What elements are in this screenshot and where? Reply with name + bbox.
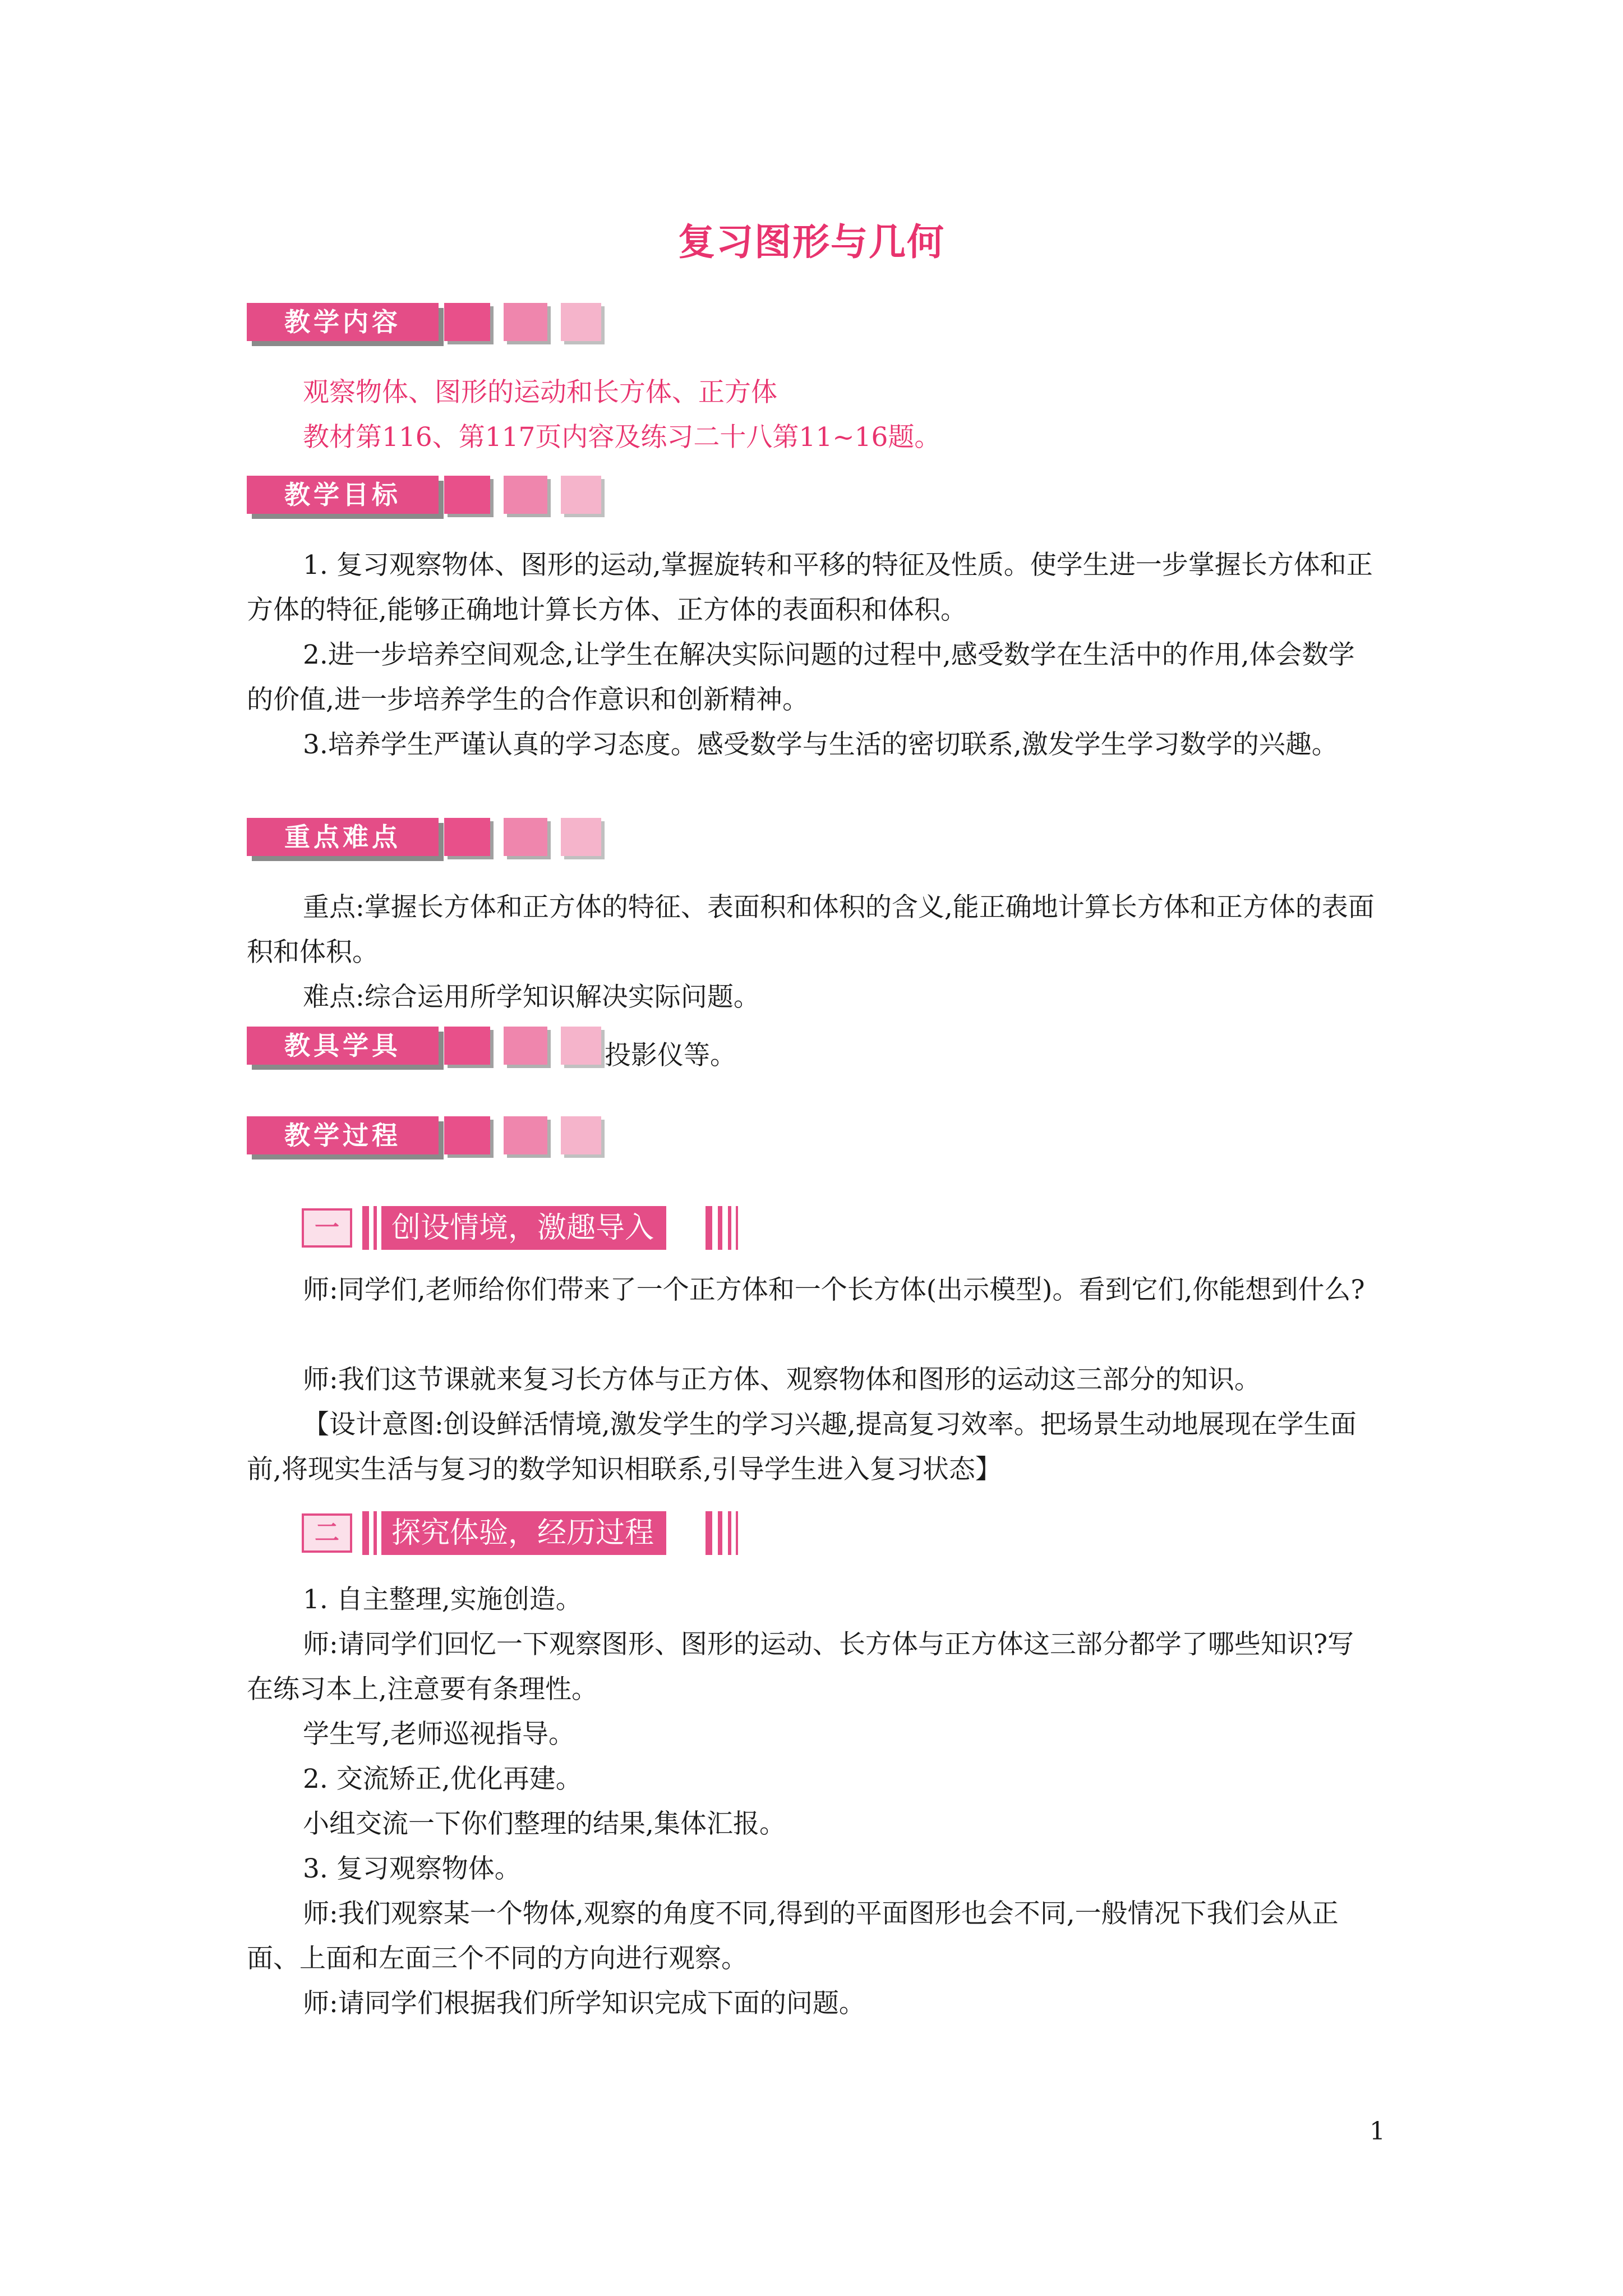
page-number: 1 (1370, 2117, 1385, 2146)
part2-para-1: 1. 自主整理,实施创造。 (303, 1584, 582, 1615)
part2-para-7: 师:我们观察某一个物体,观察的角度不同,得到的平面图形也会不同,一般情况下我们会从正面、上面和左面三个不同的方向进行观察。 (247, 1898, 1339, 1974)
decor-bar (728, 1206, 731, 1250)
part-number: 二 (302, 1513, 352, 1553)
decor-bar (362, 1511, 369, 1555)
decor-bar (374, 1511, 377, 1555)
decor-square (561, 1116, 601, 1154)
part2-para-4: 2. 交流矫正,优化再建。 (303, 1764, 582, 1795)
section-label: 教学目标 (247, 476, 439, 514)
decor-bar (706, 1511, 712, 1555)
decor-square (504, 476, 547, 514)
section-label: 教学过程 (247, 1116, 439, 1154)
goal-2: 2.进一步培养空间观念,让学生在解决实际问题的过程中,感受数学在生活中的作用,体会数学的价值,进一步培养学生的合作意识和创新精神。 (247, 639, 1355, 715)
decor-square (561, 476, 601, 514)
difficult-point: 难点:综合运用所学知识解决实际问题。 (303, 982, 760, 1013)
decor-bar (718, 1206, 722, 1250)
decor-square (561, 303, 601, 341)
decor-square (504, 1027, 547, 1065)
page-title: 复习图形与几何 (678, 220, 945, 264)
decor-bar (736, 1206, 738, 1250)
decor-bar (362, 1206, 369, 1250)
key-point: 重点:掌握长方体和正方体的特征、表面积和体积的含义,能正确地计算长方体和正方体的表面积和体积。 (247, 892, 1375, 968)
goal-3: 3.培养学生严谨认真的学习态度。感受数学与生活的密切联系,激发学生学习数学的兴趣。 (303, 729, 1338, 760)
section-label: 教具学具 (247, 1027, 439, 1065)
decor-square (444, 1116, 490, 1154)
content-line-1: 观察物体、图形的运动和长方体、正方体 (303, 377, 777, 408)
part2-para-3: 学生写,老师巡视指导。 (303, 1719, 575, 1750)
goal-1: 1. 复习观察物体、图形的运动,掌握旋转和平移的特征及性质。使学生进一步掌握长方体和正方体的特征,能够正确地计算长方体、正方体的表面积和体积。 (247, 550, 1373, 625)
section-label: 重点难点 (247, 818, 439, 856)
part2-para-2: 师:请同学们回忆一下观察图形、图形的运动、长方体与正方体这三部分都学了哪些知识?写在练习本上,注意要有条理性。 (247, 1629, 1354, 1705)
decor-square (561, 818, 601, 856)
part1-para-3: 【设计意图:创设鲜活情境,激发学生的学习兴趣,提高复习效率。把场景生动地展现在学生面前,将现实生活与复习的数学知识相联系,引导学生进入复习状态】 (247, 1409, 1357, 1485)
decor-bar (374, 1206, 377, 1250)
decor-square (444, 476, 490, 514)
part2-para-5: 小组交流一下你们整理的结果,集体汇报。 (303, 1809, 786, 1839)
section-header-tools (247, 1027, 808, 1071)
decor-square (444, 1027, 490, 1065)
part-title: 探究体验，经历过程 (381, 1511, 666, 1555)
decor-bar (706, 1206, 712, 1250)
decor-bar (718, 1511, 722, 1555)
part1-para-1: 师:同学们,老师给你们带来了一个正方体和一个长方体(出示模型)。看到它们,你能想到什么? (303, 1274, 1365, 1305)
section-label: 教学内容 (247, 303, 439, 341)
decor-square (561, 1027, 601, 1065)
part-number: 一 (302, 1208, 352, 1248)
part-title: 创设情境，激趣导入 (381, 1206, 666, 1250)
decor-square (504, 1116, 547, 1154)
decor-square (504, 818, 547, 856)
content-line-2: 教材第116、第117页内容及练习二十八第11~16题。 (303, 422, 941, 453)
decor-square (504, 303, 547, 341)
decor-bar (728, 1511, 731, 1555)
decor-square (444, 303, 490, 341)
decor-square (444, 818, 490, 856)
decor-bar (736, 1511, 738, 1555)
tools-text: 投影仪等。 (605, 1040, 736, 1071)
part1-para-2: 师:我们这节课就来复习长方体与正方体、观察物体和图形的运动这三部分的知识。 (303, 1364, 1261, 1395)
part2-para-6: 3. 复习观察物体。 (303, 1853, 521, 1884)
part2-para-8: 师:请同学们根据我们所学知识完成下面的问题。 (303, 1988, 865, 2019)
